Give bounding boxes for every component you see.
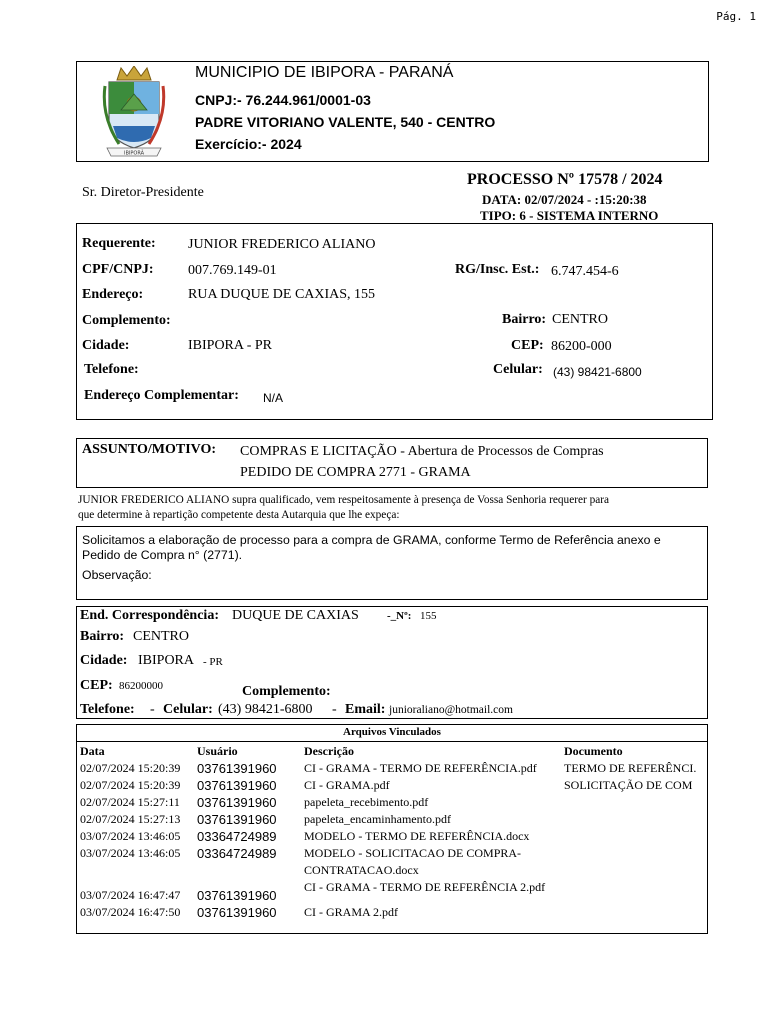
row-description[interactable]: MODELO - TERMO DE REFERÊNCIA.docx <box>304 829 530 843</box>
corr-email-label: Email: <box>345 702 386 717</box>
table-row[interactable] <box>78 845 708 879</box>
row-date: 02/07/2024 15:27:11 <box>80 795 180 809</box>
municipality-title: MUNICIPIO DE IBIPORA - PARANÁ <box>195 64 454 81</box>
rg-value: 6.747.454-6 <box>551 264 619 279</box>
processo-data: DATA: 02/07/2024 - :15:20:38 <box>482 192 647 207</box>
assunto-box <box>76 438 708 488</box>
corr-num-value: 155 <box>420 610 437 622</box>
table-row[interactable] <box>78 828 708 845</box>
cpf-value: 007.769.149-01 <box>188 263 277 278</box>
end-compl-value: N/A <box>263 391 284 405</box>
row-date: 02/07/2024 15:20:39 <box>80 778 181 792</box>
row-document: SOLICITAÇÃO DE COM <box>564 778 693 792</box>
table-row[interactable] <box>78 811 708 828</box>
row-date: 02/07/2024 15:20:39 <box>80 761 181 775</box>
header-documento: Documento <box>564 744 623 758</box>
corr-telefone-label: Telefone: <box>80 702 135 717</box>
corr-email-sep: - <box>332 702 337 717</box>
corr-bairro-label: Bairro: <box>80 629 125 644</box>
corr-num-label: -_Nº: <box>387 610 412 622</box>
table-row[interactable] <box>78 760 708 777</box>
bairro-value: CENTRO <box>552 312 608 327</box>
row-description[interactable]: MODELO - SOLICITACAO DE COMPRA-CONTRATACAO.docx <box>304 846 522 877</box>
arquivos-title: Arquivos Vinculados <box>343 726 441 738</box>
corr-end-value: DUQUE DE CAXIAS <box>232 608 359 623</box>
corr-celular-value: (43) 98421-6800 <box>218 702 313 717</box>
solicitacao-line2: Pedido de Compra n° (2771). <box>82 548 243 562</box>
cep-label: CEP: <box>511 338 544 353</box>
row-user: 03761391960 <box>197 905 277 920</box>
corr-cidade-label: Cidade: <box>80 653 128 668</box>
header-data: Data <box>80 744 105 758</box>
corr-celular-label: Celular: <box>163 702 213 717</box>
corr-cidade-value: IBIPORA <box>138 653 195 668</box>
header-box <box>76 61 709 162</box>
celular-value: (43) 98421-6800 <box>553 365 642 379</box>
table-row[interactable] <box>78 904 708 921</box>
row-date: 02/07/2024 15:27:13 <box>80 812 181 826</box>
correspondencia-box <box>76 606 708 719</box>
requerente-label: Requerente: <box>82 236 156 251</box>
table-row[interactable] <box>78 777 708 794</box>
row-description[interactable]: CI - GRAMA - TERMO DE REFERÊNCIA.pdf <box>304 761 537 775</box>
cidade-value: IBIPORA - PR <box>188 338 273 353</box>
row-date: 03/07/2024 16:47:47 <box>80 888 181 902</box>
row-description[interactable]: papeleta_encaminhamento.pdf <box>304 812 451 826</box>
end-compl-label: Endereço Complementar: <box>84 388 239 403</box>
endereco-label: Endereço: <box>82 287 144 302</box>
salutation: Sr. Diretor-Presidente <box>82 185 204 200</box>
corr-cep-value: 86200000 <box>119 680 163 692</box>
assunto-line2: PEDIDO DE COMPRA 2771 - GRAMA <box>240 465 471 480</box>
row-document <box>562 879 708 904</box>
table-row[interactable] <box>78 879 708 904</box>
row-document <box>562 904 708 921</box>
arquivos-title-divider <box>77 741 707 742</box>
row-user: 03761391960 <box>197 812 277 827</box>
row-document: TERMO DE REFERÊNCI. <box>564 761 697 775</box>
corr-complemento-label: Complemento: <box>242 684 331 699</box>
row-description[interactable]: papeleta_recebimento.pdf <box>304 795 429 809</box>
exercicio-text: Exercício:- 2024 <box>195 136 302 152</box>
observacao-label: Observação: <box>82 568 152 582</box>
cpf-label: CPF/CNPJ: <box>82 262 154 277</box>
telefone-label: Telefone: <box>84 362 139 377</box>
requerente-value: JUNIOR FREDERICO ALIANO <box>188 237 376 252</box>
municipal-seal <box>101 66 167 158</box>
solicitacao-box <box>76 526 708 600</box>
corr-telefone-sep: - <box>150 702 155 717</box>
row-user: 03761391960 <box>197 888 277 903</box>
row-user: 03364724989 <box>197 829 277 844</box>
row-date: 03/07/2024 13:46:05 <box>80 846 181 860</box>
arquivos-table <box>78 743 708 921</box>
corr-end-label: End. Correspondência: <box>80 608 219 623</box>
row-document <box>562 794 708 811</box>
address-text: PADRE VITORIANO VALENTE, 540 - CENTRO <box>195 114 496 130</box>
header-descricao: Descrição <box>304 744 354 758</box>
solicitacao-line1: Solicitamos a elaboração de processo para a compra de GRAMA, conforme Termo de Referência anexo e <box>82 533 661 547</box>
row-document <box>562 811 708 828</box>
table-header-row <box>78 743 708 760</box>
complemento-label: Complemento: <box>82 313 171 328</box>
corr-bairro-value: CENTRO <box>133 629 189 644</box>
row-description[interactable]: CI - GRAMA - TERMO DE REFERÊNCIA 2.pdf <box>304 880 546 894</box>
assunto-line1: COMPRAS E LICITAÇÃO - Abertura de Processos de Compras <box>240 444 604 459</box>
processo-title: PROCESSO Nº 17578 / 2024 <box>467 171 663 188</box>
row-date: 03/07/2024 13:46:05 <box>80 829 181 843</box>
corr-cidade-uf: - PR <box>203 656 223 668</box>
row-description[interactable]: CI - GRAMA 2.pdf <box>304 905 399 919</box>
processo-tipo: TIPO: 6 - SISTEMA INTERNO <box>480 208 659 223</box>
corr-email-value: junioraliano@hotmail.com <box>389 704 513 716</box>
row-user: 03761391960 <box>197 778 277 793</box>
seal-ribbon-text: IBIPORÃ <box>123 150 145 157</box>
requerente-box <box>76 223 713 420</box>
assunto-label: ASSUNTO/MOTIVO: <box>82 442 217 457</box>
request-line2: que determine à repartição competente desta Autarquia que lhe expeça: <box>78 509 400 521</box>
row-user: 03364724989 <box>197 846 277 861</box>
row-document <box>562 845 708 879</box>
row-date: 03/07/2024 16:47:50 <box>80 905 181 919</box>
row-document <box>562 828 708 845</box>
cep-value: 86200-000 <box>551 339 612 354</box>
celular-label: Celular: <box>493 362 543 377</box>
row-user: 03761391960 <box>197 761 277 776</box>
row-user: 03761391960 <box>197 795 277 810</box>
bairro-label: Bairro: <box>502 312 547 327</box>
request-line1: JUNIOR FREDERICO ALIANO supra qualificado, vem respeitosamente à presença de Vossa Senhoria requerer para <box>78 494 610 506</box>
endereco-value: RUA DUQUE DE CAXIAS, 155 <box>188 287 376 302</box>
row-description[interactable]: CI - GRAMA.pdf <box>304 778 390 792</box>
table-row[interactable] <box>78 794 708 811</box>
header-usuario: Usuário <box>197 744 238 758</box>
page-number: Pág. 1 <box>716 10 756 23</box>
cnpj-text: CNPJ:- 76.244.961/0001-03 <box>195 92 371 108</box>
corr-cep-label: CEP: <box>80 678 113 693</box>
rg-label: RG/Insc. Est.: <box>455 262 540 277</box>
cidade-label: Cidade: <box>82 338 130 353</box>
